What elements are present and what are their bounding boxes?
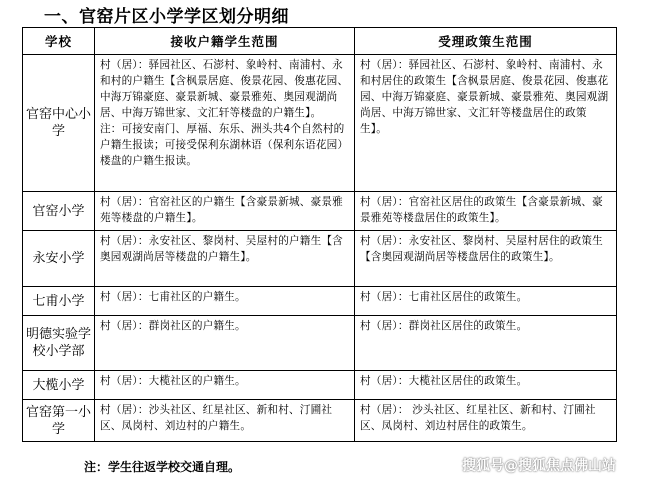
policy-range-cell: 村（居）：大榄社区居住的政策生。 — [355, 371, 617, 400]
household-range-cell: 村（居）：大榄社区的户籍生。 — [95, 371, 355, 400]
policy-range-cell: 村（居）：七甫社区居住的政策生。 — [355, 287, 617, 316]
household-range-text: 村（居）：驿园社区、石澎村、象岭村、南浦村、永和村的户籍生【含枫景居庭、俊景花园、俊惠花园、中海万锦豪庭、豪景新城、豪景雅苑、奥园观湖尚居、中海万锦世家、文汇轩等楼盘的户籍生】。 — [100, 59, 349, 119]
school-name: 明德实验学校小学部 — [23, 316, 95, 371]
table-row — [23, 371, 617, 400]
school-name: 永安小学 — [23, 231, 95, 287]
policy-range-cell: 村（居）： 沙头社区、红星社区、新和村、汀圃社区、凤岗村、刘边村居住的政策生。 — [355, 400, 617, 442]
school-name: 官窑小学 — [23, 192, 95, 231]
policy-range-cell: 村（居）：群岗社区居住的政策生。 — [355, 316, 617, 371]
header-household-range: 接收户籍学生范围 — [95, 28, 355, 55]
policy-range-cell: 村（居）：官窑社区居住的政策生【含豪景新城、豪景雅苑等楼盘居住的政策生】。 — [355, 192, 617, 231]
school-name: 大榄小学 — [23, 371, 95, 400]
table-row — [23, 55, 617, 192]
table-row — [23, 192, 617, 231]
table-row — [23, 316, 617, 371]
household-range-cell: 村（居）：永安社区、黎岗村、吴屋村的户籍生【含奥园观湖尚居等楼盘的户籍生】。 — [95, 231, 355, 287]
household-range-cell: 村（居）：官窑社区的户籍生【含豪景新城、豪景雅苑等楼盘的户籍生】。 — [95, 192, 355, 231]
school-name: 官窑第一小学 — [23, 400, 95, 442]
school-name: 七甫小学 — [23, 287, 95, 316]
school-zone-table — [22, 27, 617, 442]
school-name: 官窑中心小学 — [23, 55, 95, 192]
header-policy-range: 受理政策生范围 — [355, 28, 617, 55]
policy-range-cell: 村（居）：永安社区、黎岗村、吴屋村居住的政策生【含奥园观湖尚居等楼盘居住的政策生】。 — [355, 231, 617, 287]
household-range-cell: 村（居）：沙头社区、红星社区、新和村、汀圃社区、凤岗村、刘边村的户籍生。 — [95, 400, 355, 442]
table-header-row — [23, 28, 617, 55]
header-school: 学校 — [23, 28, 95, 55]
household-range-cell: 村（居）：群岗社区的户籍生。 — [95, 316, 355, 371]
table-row — [23, 231, 617, 287]
policy-range-cell: 村（居）：驿园社区、石澎村、象岭村、南浦村、永和村居住的政策生【含枫景居庭、俊景花园、俊惠花园、中海万锦豪庭、豪景新城、豪景雅苑、奥园观湖尚居、中海万锦世家、文汇轩等楼盘居住的政策生】。 — [355, 55, 617, 192]
page-title: 一、官窑片区小学学区划分明细 — [44, 7, 289, 27]
source-watermark: 搜狐号@搜狐焦点佛山站 — [462, 458, 616, 474]
table-row — [23, 400, 617, 442]
transport-footnote: 注：学生往返学校交通自理。 — [84, 460, 241, 474]
household-range-cell — [95, 55, 355, 192]
table-row — [23, 287, 617, 316]
household-range-note: 注：可接安南门、厚福、东乐、洲头共4个自然村的户籍生报读；可接受保利东湖林语（保利东语花园）楼盘的户籍生报读。 — [100, 123, 349, 167]
household-range-cell: 村（居）：七甫社区的户籍生。 — [95, 287, 355, 316]
